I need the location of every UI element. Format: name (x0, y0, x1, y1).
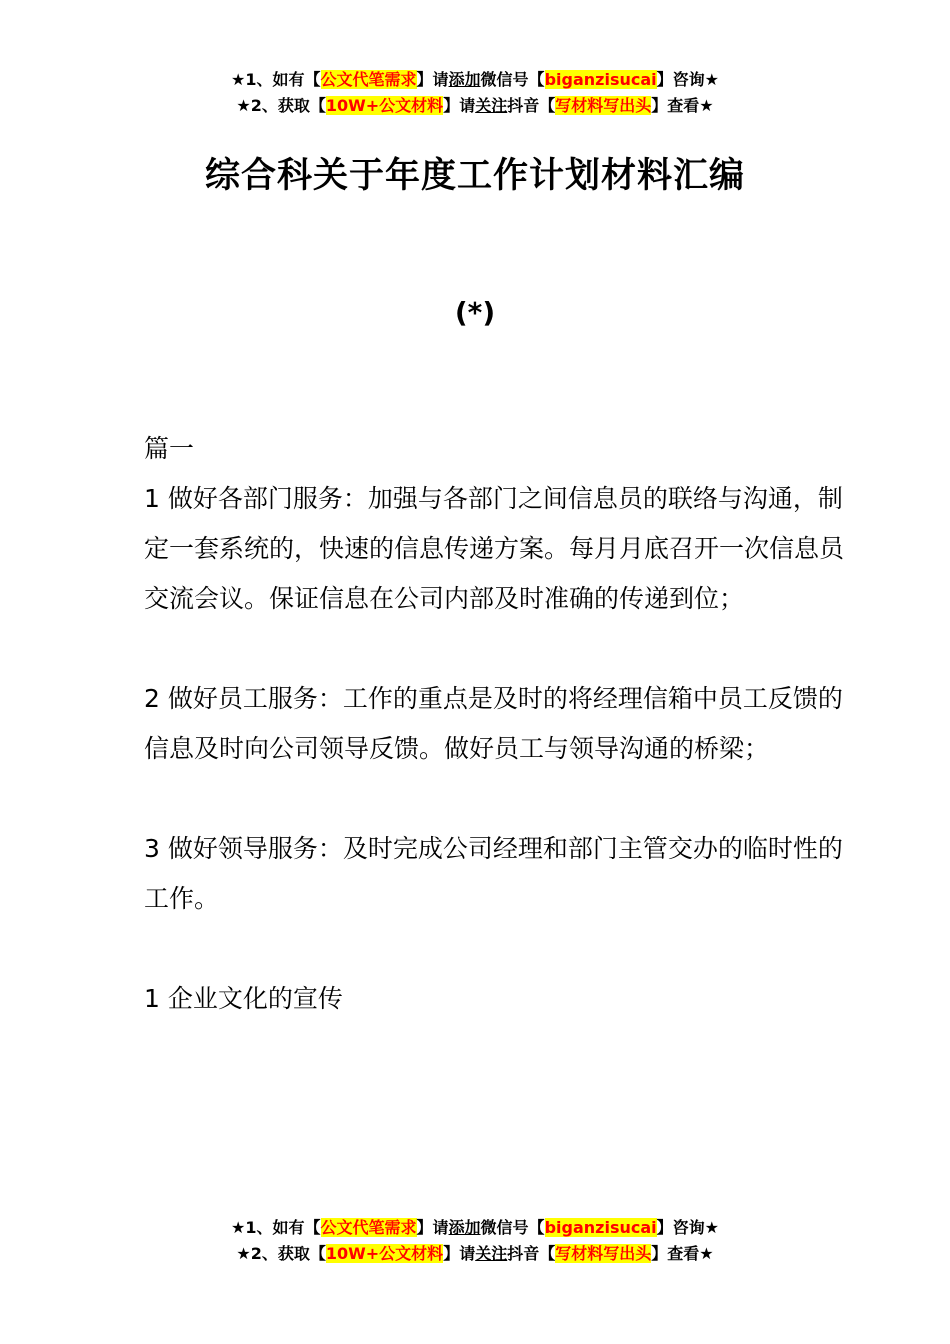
paragraph-2: 2 做好员工服务：工作的重点是及时的将经理信箱中员工反馈的信息及时向公司领导反馈。做好员工与领导沟通的桥梁； (144, 684, 843, 763)
banner-text: 微信号【 (480, 70, 545, 89)
banner-text: 】请 (416, 70, 449, 89)
banner-underline: 添加 (448, 70, 481, 89)
section-heading: 篇一 (144, 434, 195, 463)
banner-line-2 (0, 1241, 950, 1267)
header-banner (0, 67, 950, 119)
banner-highlight: biganzisucai (544, 70, 657, 89)
banner-highlight: 写材料写出头 (555, 1244, 652, 1263)
banner-text: 】请 (416, 1218, 449, 1237)
banner-highlight: 10W+公文材料 (325, 96, 444, 115)
banner-text: 抖音【 (507, 96, 556, 115)
paragraph-1: 1 做好各部门服务：加强与各部门之间信息员的联络与沟通，制定一套系统的，快速的信息传递方案。每月月底召开一次信息员交流会议。保证信息在公司内部及时准确的传递到位； (144, 484, 845, 613)
banner-underline: 关注 (475, 96, 508, 115)
banner-text: 】咨询★ (656, 1218, 719, 1237)
banner-text: 】咨询★ (656, 70, 719, 89)
document-subtitle: (*) (454, 296, 496, 329)
banner-text: 】请 (443, 96, 476, 115)
banner-text: 微信号【 (480, 1218, 545, 1237)
document-title: 综合科关于年度工作计划材料汇编 (204, 156, 745, 196)
banner-line-1 (0, 67, 950, 93)
footer-banner (0, 1215, 950, 1267)
banner-text: ★1、如有【 (231, 1218, 321, 1237)
banner-text: ★2、获取【 (236, 1244, 326, 1263)
paragraph-4: 1 企业文化的宣传 (144, 984, 343, 1013)
banner-line-1 (0, 1215, 950, 1241)
banner-highlight: 公文代笔需求 (320, 70, 417, 89)
document-body (144, 424, 844, 1024)
banner-highlight: 写材料写出头 (555, 96, 652, 115)
banner-underline: 添加 (448, 1218, 481, 1237)
banner-text: 】查看★ (651, 1244, 714, 1263)
paragraph-3: 3 做好领导服务：及时完成公司经理和部门主管交办的临时性的工作。 (144, 834, 843, 913)
banner-highlight: 公文代笔需求 (320, 1218, 417, 1237)
banner-text: 】请 (443, 1244, 476, 1263)
banner-highlight: 10W+公文材料 (325, 1244, 444, 1263)
banner-underline: 关注 (475, 1244, 508, 1263)
banner-text: 】查看★ (651, 96, 714, 115)
banner-highlight: biganzisucai (544, 1218, 657, 1237)
banner-line-2 (0, 93, 950, 119)
banner-text: ★1、如有【 (231, 70, 321, 89)
banner-text: 抖音【 (507, 1244, 556, 1263)
banner-text: ★2、获取【 (236, 96, 326, 115)
